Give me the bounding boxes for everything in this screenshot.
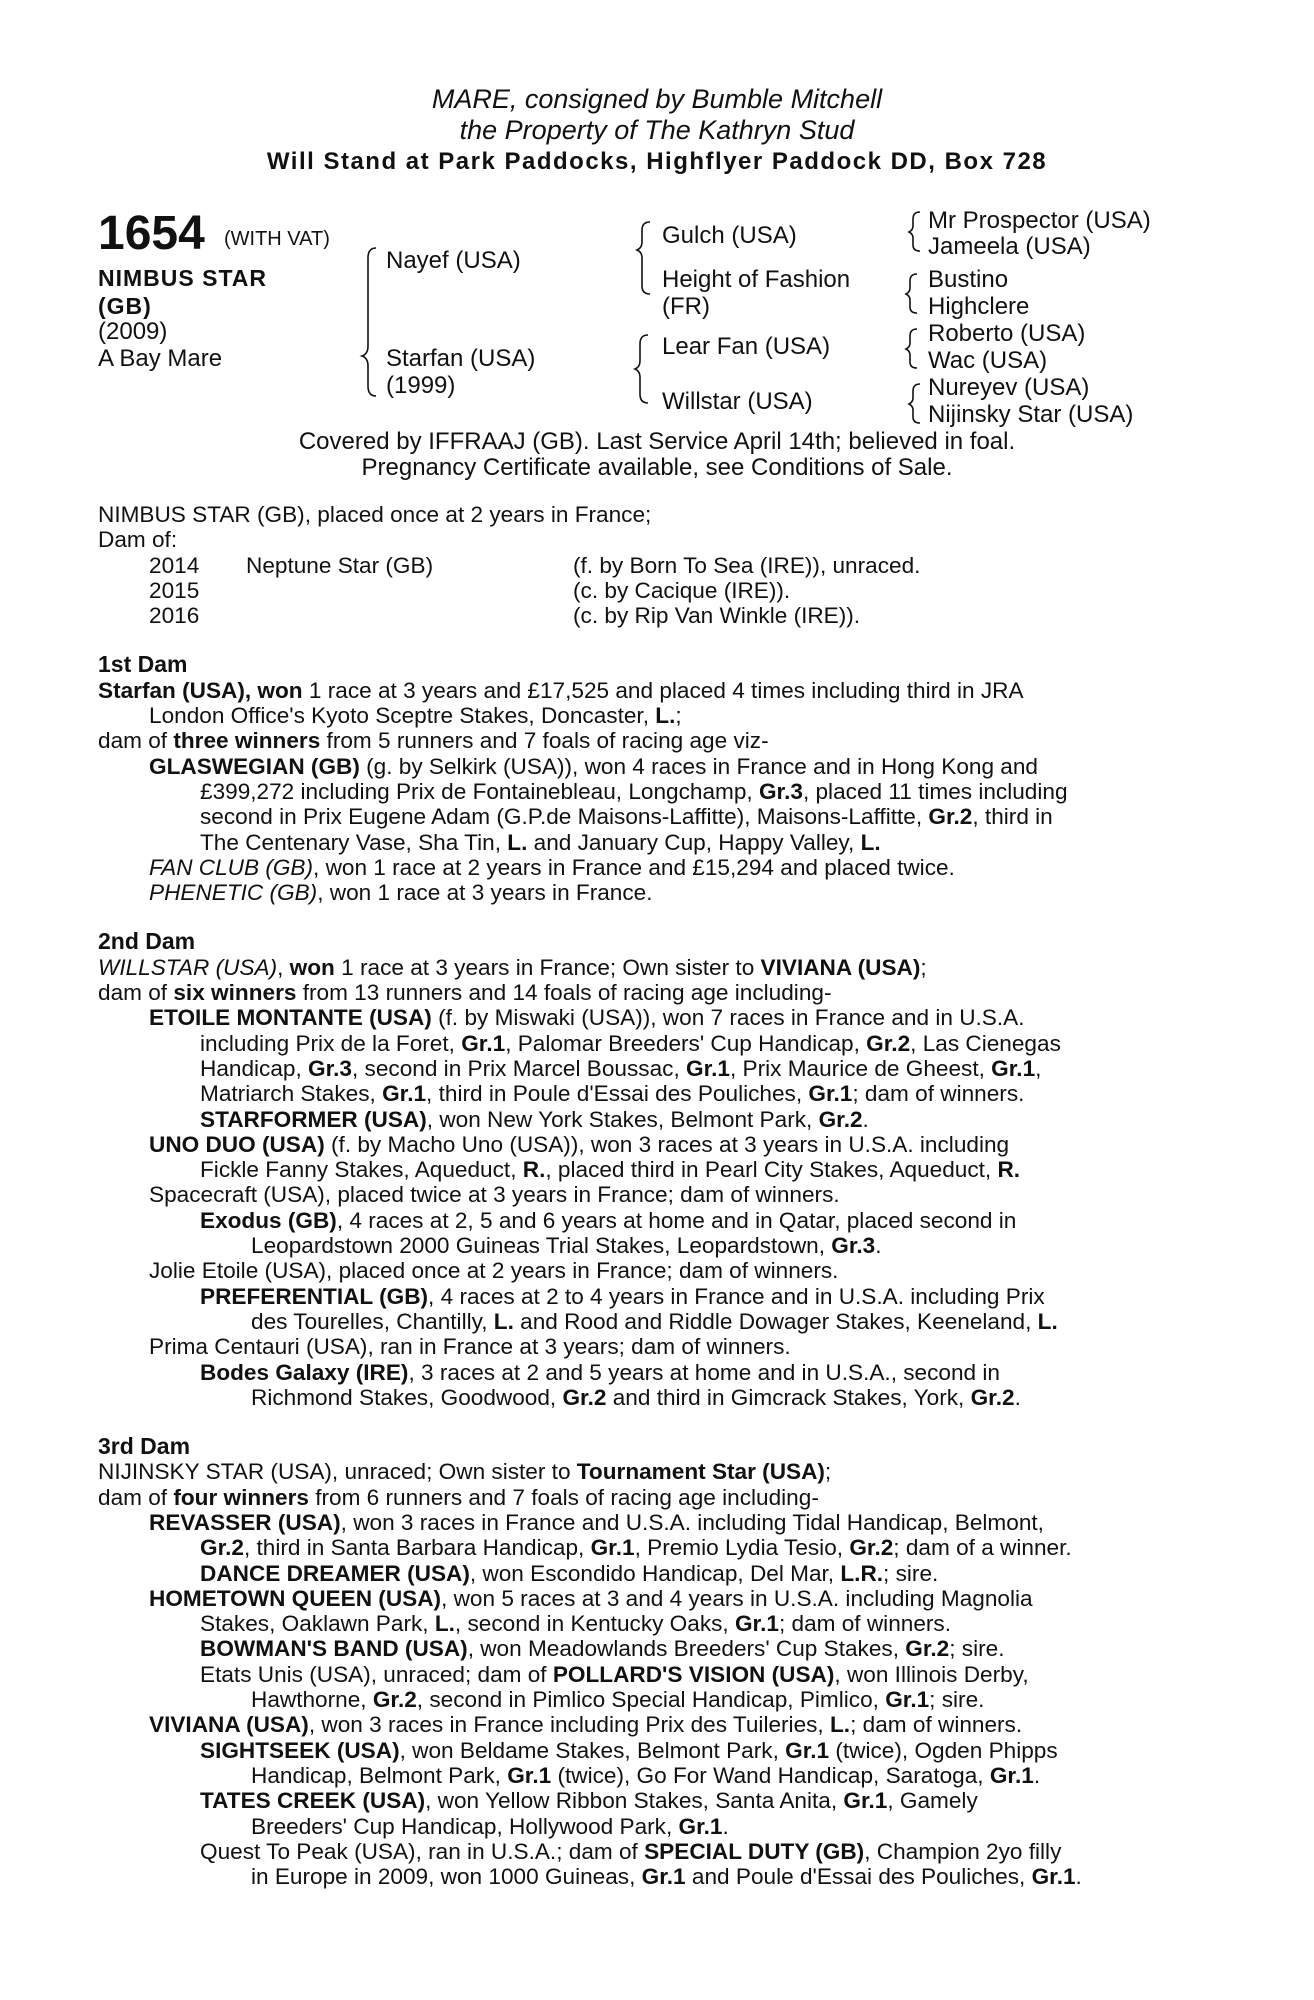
pedigree-dam: Starfan (USA) [386,345,536,372]
dam-of-label: Dam of: [98,527,178,553]
grandproduce-entry: Bodes Galaxy (IRE), 3 races at 2 and 5 years at home and in U.S.A., second in [200,1359,1000,1385]
section-heading-2nd-dam: 2nd Dam [98,928,196,955]
produce-entry: HOMETOWN QUEEN (USA), won 5 races at 3 and 4 years in U.S.A. including Magnolia [149,1585,1033,1611]
pedigree-gd1: Height of Fashion [662,266,851,293]
pedigree-dam-year: (1999) [386,372,456,399]
dam3-line: dam of four winners from 6 runners and 7 foals of racing age including- [98,1484,819,1510]
produce-row: 2014 Neptune Star (GB) (f. by Born To Sea (IRE)), unraced. [149,552,921,578]
produce-entry-cont: Fickle Fanny Stakes, Aqueduct, R., placed third in Pearl City Stakes, Aqueduct, R. [200,1157,1021,1183]
stand-location: Will Stand at Park Paddocks, Highflyer Paddock DD, Box 728 [266,148,1048,175]
dam2-line: WILLSTAR (USA), won 1 race at 3 years in France; Own sister to VIVIANA (USA); [98,954,927,980]
produce-entry-cont: Stakes, Oaklawn Park, L., second in Kentucky Oaks, Gr.1; dam of winners. [200,1611,951,1637]
produce-row: 2016 (c. by Rip Van Winkle (IRE)). [149,603,861,629]
pedigree-ggs-3: Bustino [928,266,1009,293]
pedigree-ggs-7: Nureyev (USA) [928,374,1090,401]
vat-note: (WITH VAT) [224,228,330,250]
grandproduce-entry-cont: Hawthorne, Gr.2, second in Pimlico Special Handicap, Pimlico, Gr.1; sire. [251,1687,985,1713]
foaling-year: (2009) [98,318,168,345]
grandproduce-entry: TATES CREEK (USA), won Yellow Ribbon Stakes, Santa Anita, Gr.1, Gamely [200,1788,978,1814]
section-heading-1st-dam: 1st Dam [98,651,188,678]
grandproduce-entry: Exodus (GB), 4 races at 2, 5 and 6 years at home and in Qatar, placed second in [200,1207,1017,1233]
produce-entry: ETOILE MONTANTE (USA) (f. by Miswaki (USA)), won 7 races in France and in U.S.A. [149,1005,1025,1031]
pedigree-ggs-5: Roberto (USA) [928,320,1086,347]
produce-entry: UNO DUO (USA) (f. by Macho Uno (USA)), won 3 races at 3 years in U.S.A. including [149,1131,1010,1157]
produce-entry-cont: £399,272 including Prix de Fontainebleau, Longchamp, Gr.3, placed 11 times including [200,778,1068,804]
horse-name-suffix: (GB) [98,293,152,319]
grandproduce-entry: DANCE DREAMER (USA), won Escondido Handicap, Del Mar, L.R.; sire. [200,1560,939,1586]
dam1-line: dam of three winners from 5 runners and 7 foals of racing age viz- [98,728,769,754]
consignor-line: MARE, consigned by Bumble Mitchell [431,84,883,114]
horse-description: A Bay Mare [98,345,223,372]
grandproduce-entry-cont: Handicap, Belmont Park, Gr.1 (twice), Go For Wand Handicap, Saratoga, Gr.1. [251,1762,1041,1788]
pedigree-gs1: Gulch (USA) [662,222,797,249]
pedigree-ggs-8: Nijinsky Star (USA) [928,401,1134,428]
pedigree-gd1-suffix: (FR) [662,293,710,320]
grandproduce-entry-cont: Breeders' Cup Handicap, Hollywood Park, Gr.1. [251,1813,729,1839]
produce-entry-cont: The Centenary Vase, Sha Tin, L. and January Cup, Happy Valley, L. [200,829,881,855]
produce-entry: VIVIANA (USA), won 3 races in France including Prix des Tuileries, L.; dam of winners. [149,1712,1023,1738]
produce-entry: REVASSER (USA), won 3 races in France and U.S.A. including Tidal Handicap, Belmont, [149,1509,1044,1535]
produce-entry: Prima Centauri (USA), ran in France at 3 years; dam of winners. [149,1334,791,1360]
grandproduce-entry-cont: Richmond Stakes, Goodwood, Gr.2 and third in Gimcrack Stakes, York, Gr.2. [251,1384,1021,1410]
grandproduce-entry-cont: des Tourelles, Chantilly, L. and Rood and Riddle Dowager Stakes, Keeneland, L. [251,1308,1058,1334]
pedigree-sire: Nayef (USA) [386,247,521,274]
grandproduce-entry: PREFERENTIAL (GB), 4 races at 2 to 4 years in France and in U.S.A. including Prix [200,1283,1045,1309]
grandproduce-entry: Etats Unis (USA), unraced; dam of POLLARD'S VISION (USA), won Illinois Derby, [200,1661,1029,1687]
grandproduce-entry: Quest To Peak (USA), ran in U.S.A.; dam of SPECIAL DUTY (GB), Champion 2yo filly [200,1838,1062,1864]
produce-entry: Jolie Etoile (USA), placed once at 2 years in France; dam of winners. [149,1258,839,1284]
grandproduce-entry: SIGHTSEEK (USA), won Beldame Stakes, Belmont Park, Gr.1 (twice), Ogden Phipps [200,1737,1058,1763]
grandproduce-entry: BOWMAN'S BAND (USA), won Meadowlands Breeders' Cup Stakes, Gr.2; sire. [200,1636,1005,1662]
pregnancy-note: Pregnancy Certificate available, see Conditions of Sale. [361,454,953,481]
produce-entry: GLASWEGIAN (GB) (g. by Selkirk (USA)), won 4 races in France and in Hong Kong and [149,753,1038,779]
pedigree-ggs-6: Wac (USA) [928,347,1048,374]
pedigree-gs2: Lear Fan (USA) [662,333,831,360]
produce-entry-cont: Matriarch Stakes, Gr.1, third in Poule d'Essai des Pouliches, Gr.1; dam of winners. [200,1081,1025,1107]
produce-entry-cont: second in Prix Eugene Adam (G.P.de Maisons-Laffitte), Maisons-Laffitte, Gr.2, third in [200,804,1053,830]
property-line: the Property of The Kathryn Stud [459,115,855,145]
produce-entry-cont: Gr.2, third in Santa Barbara Handicap, Gr.1, Premio Lydia Tesio, Gr.2; dam of a winner. [200,1535,1072,1561]
covered-note: Covered by IFFRAAJ (GB). Last Service April 14th; believed in foal. [298,428,1016,455]
section-heading-3rd-dam: 3rd Dam [98,1433,191,1460]
pedigree-ggs-1: Mr Prospector (USA) [928,207,1151,234]
dam3-line: NIJINSKY STAR (USA), unraced; Own sister to Tournament Star (USA); [98,1459,832,1485]
lot-number: 1654 [98,207,205,260]
catalogue-body [98,502,1208,1889]
dam1-line: Starfan (USA), won 1 race at 3 years and £17,525 and placed 4 times including third in JRA [98,677,1024,703]
mare-record: NIMBUS STAR (GB), placed once at 2 years in France; [98,502,652,527]
pedigree-ggs-4: Highclere [928,293,1030,320]
grandproduce-entry-cont: Leopardstown 2000 Guineas Trial Stakes, Leopardstown, Gr.3. [251,1233,882,1259]
produce-entry-cont: Handicap, Gr.3, second in Prix Marcel Boussac, Gr.1, Prix Maurice de Gheest, Gr.1, [200,1055,1042,1081]
grandproduce-entry: STARFORMER (USA), won New York Stakes, Belmont Park, Gr.2. [200,1106,869,1132]
produce-entry: PHENETIC (GB), won 1 race at 3 years in France. [149,880,653,906]
pedigree-gd2: Willstar (USA) [662,388,813,415]
pedigree-ggs-2: Jameela (USA) [928,233,1091,260]
produce-row: 2015 (c. by Cacique (IRE)). [149,577,791,603]
dam2-line: dam of six winners from 13 runners and 14 foals of racing age including- [98,980,832,1006]
grandproduce-entry-cont: in Europe in 2009, won 1000 Guineas, Gr.1 and Poule d'Essai des Pouliches, Gr.1. [251,1864,1082,1890]
produce-entry: Spacecraft (USA), placed twice at 3 years in France; dam of winners. [149,1182,840,1208]
dam1-line: London Office's Kyoto Sceptre Stakes, Doncaster, L.; [149,703,682,729]
produce-entry: FAN CLUB (GB), won 1 race at 2 years in France and £15,294 and placed twice. [149,854,955,880]
horse-name: NIMBUS STAR [98,265,268,291]
produce-entry-cont: including Prix de la Foret, Gr.1, Palomar Breeders' Cup Handicap, Gr.2, Las Cienegas [200,1030,1061,1056]
